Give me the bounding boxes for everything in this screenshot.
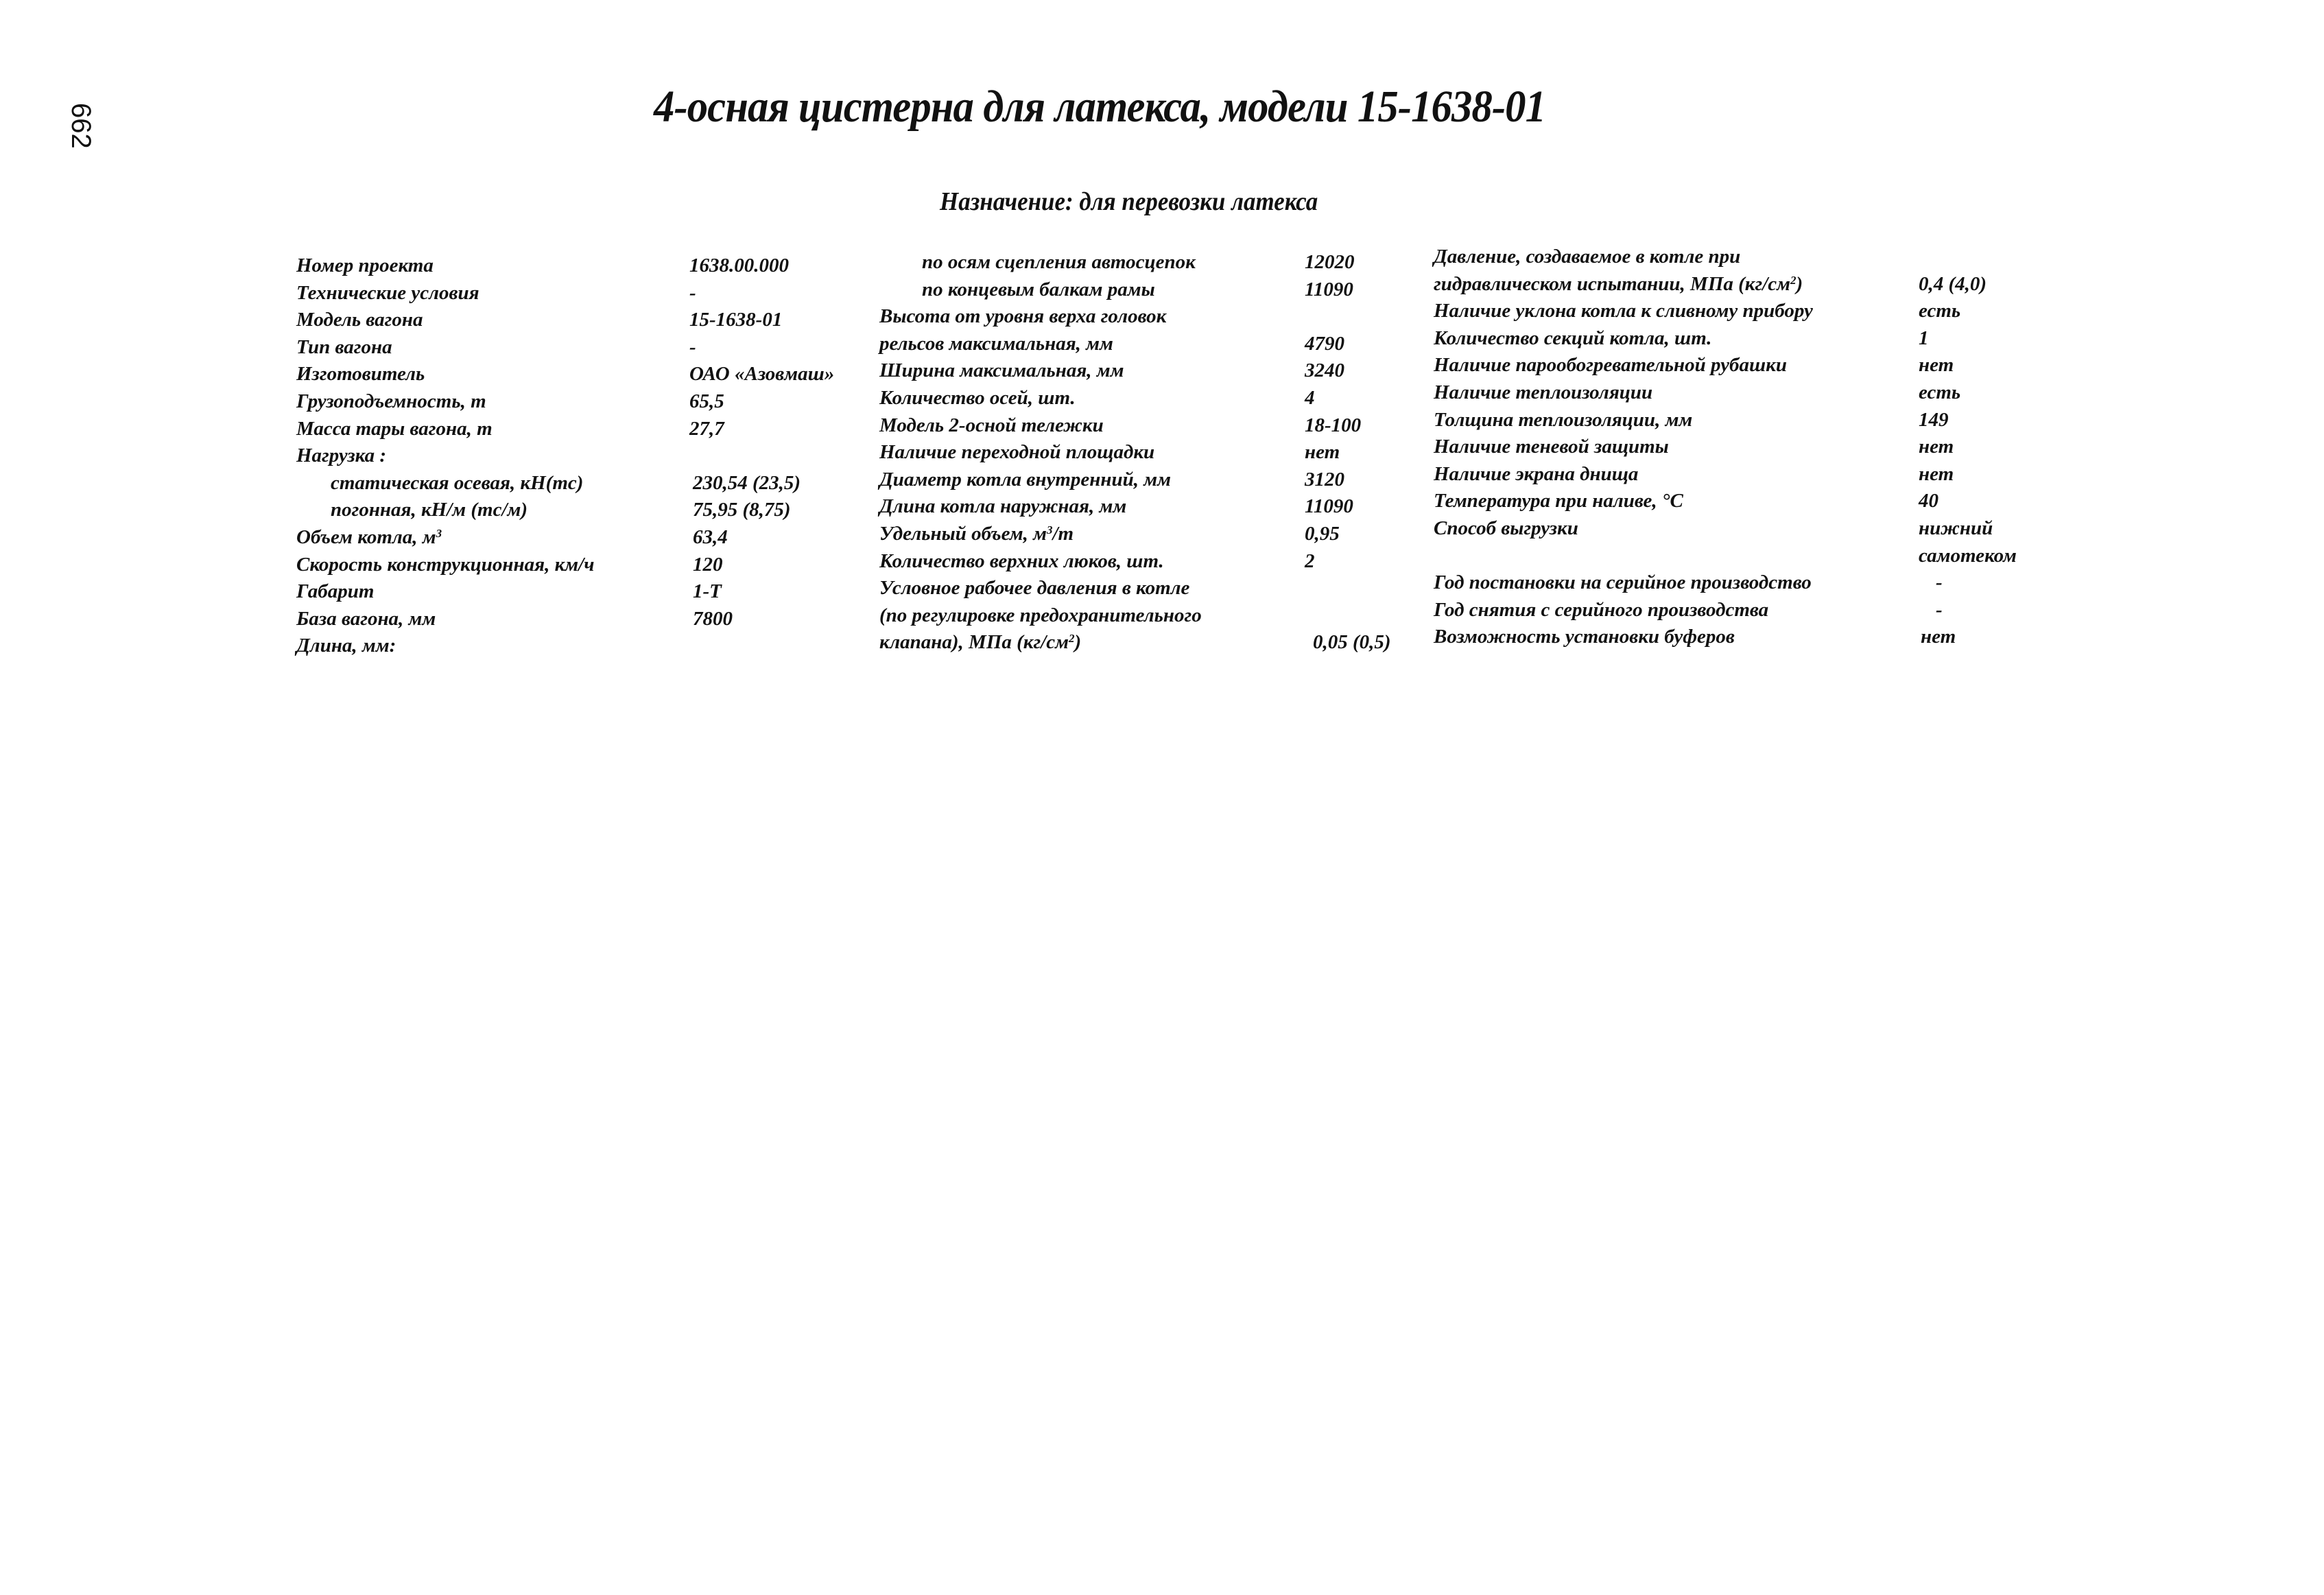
spec-row (1434, 597, 2092, 624)
spec-row (296, 361, 886, 388)
spec-label: База вагона, мм (296, 607, 436, 630)
spec-row (296, 524, 886, 552)
spec-value: 1638.00.000 (689, 255, 789, 276)
spec-row (879, 548, 1428, 576)
spec-label: Удельный объем, $м^3/т$ (879, 522, 1074, 545)
spec-value: нет (1305, 441, 1340, 464)
spec-row (1434, 515, 2092, 543)
spec-value: 40 (1919, 490, 1938, 512)
spec-label: Наличие экрана днища (1434, 462, 1639, 485)
spec-row (879, 331, 1428, 358)
spec-value: 75,95 (8,75) (693, 499, 791, 521)
spec-row (296, 606, 886, 633)
spec-value: 65,5 (689, 390, 724, 412)
spec-label: Год снятия с серийного производства (1434, 598, 1769, 621)
spec-row (296, 334, 886, 362)
spec-value: ОАО «Азовмаш» (689, 363, 835, 386)
spec-row (1434, 379, 2092, 407)
spec-row (296, 280, 886, 307)
spec-label: статическая осевая, кН(тс) (331, 471, 584, 494)
spec-value: 0,95 (1305, 522, 1340, 545)
spec-row (296, 497, 886, 524)
spec-value: 11090 (1305, 495, 1353, 518)
spec-row (879, 629, 1428, 657)
spec-value: 120 (693, 553, 723, 576)
spec-value: 2 (1305, 550, 1315, 572)
specs-middle-column (879, 249, 1428, 657)
spec-row (1434, 244, 2092, 271)
spec-row (1434, 352, 2092, 379)
spec-value: есть (1919, 300, 1961, 322)
spec-value: - (689, 335, 696, 358)
spec-row (296, 633, 886, 660)
spec-row (1434, 298, 2092, 325)
spec-row (1434, 543, 2092, 570)
spec-value: 63,4 (693, 525, 728, 548)
spec-row (296, 388, 886, 416)
spec-value: - (1936, 598, 1943, 621)
spec-label: Грузоподъемность, т (296, 390, 486, 412)
spec-value: нет (1919, 462, 1954, 485)
spec-row (879, 439, 1428, 466)
spec-label: Способ выгрузки (1434, 517, 1578, 539)
spec-value: 11090 (1305, 278, 1353, 300)
spec-row (1434, 407, 2092, 434)
spec-label: Давление, создаваемое в котле при (1434, 246, 1741, 268)
spec-label: Тип вагона (296, 335, 392, 358)
spec-row (296, 307, 886, 334)
spec-row (879, 357, 1428, 385)
spec-label: Наличие парообогревательной рубашки (1434, 354, 1787, 377)
spec-label: по осям сцепления автосцепок (922, 251, 1196, 273)
spec-label: Наличие теневой защиты (1434, 436, 1669, 458)
spec-value: 0,4 (4,0) (1919, 272, 1987, 295)
specs-left-column (296, 252, 886, 660)
spec-value: 27,7 (689, 417, 724, 440)
spec-value: 1-Т (693, 580, 722, 603)
spec-label: клапана), МПа $(кг/см^2)$ (879, 631, 1082, 654)
page-number: 662 (66, 103, 96, 149)
spec-row (296, 578, 886, 606)
spec-row (879, 466, 1428, 494)
spec-label: Количество секций котла, шт. (1434, 327, 1712, 349)
spec-value: нет (1919, 354, 1954, 377)
spec-value: нет (1921, 626, 1956, 648)
specs-right-column (1434, 244, 2092, 651)
spec-label: Диаметр котла внутренний, мм (879, 468, 1171, 491)
spec-row (879, 493, 1428, 521)
spec-value: 230,54 (23,5) (693, 471, 801, 494)
spec-label: Технические условия (296, 281, 479, 304)
spec-row (296, 416, 886, 443)
spec-value: 0,05 (0,5) (1313, 631, 1391, 654)
spec-label: Наличие уклона котла к сливному прибору (1434, 300, 1813, 322)
spec-label: рельсов максимальная, мм (879, 332, 1113, 355)
spec-row (879, 521, 1428, 548)
spec-label: Толщина теплоизоляции, мм (1434, 408, 1693, 431)
spec-label: Условное рабочее давления в котле (879, 577, 1190, 600)
spec-row (1434, 461, 2092, 488)
spec-label: Изготовитель (296, 363, 425, 386)
spec-value: - (1936, 571, 1943, 594)
spec-row (1434, 624, 2092, 651)
spec-row (879, 249, 1428, 276)
spec-value: 3240 (1305, 359, 1344, 382)
spec-value: 4 (1305, 386, 1315, 409)
spec-label: Номер проекта (296, 255, 434, 276)
spec-row (879, 412, 1428, 440)
spec-label: гидравлическом испытании, МПа $(кг/см^2)$ (1434, 272, 1803, 295)
spec-row (1434, 434, 2092, 461)
spec-value: самотеком (1919, 544, 2017, 567)
spec-label: Длина котла наружная, мм (879, 495, 1127, 518)
spec-value: 7800 (693, 607, 733, 630)
spec-value: 3120 (1305, 468, 1344, 491)
spec-label: Скорость конструкционная, км/ч (296, 553, 595, 576)
spec-value: нижний (1919, 517, 1993, 539)
spec-row (296, 470, 886, 497)
spec-row (1434, 271, 2092, 298)
spec-label: Год постановки на серийное производство (1434, 571, 1812, 594)
spec-label: Модель вагона (296, 309, 423, 331)
spec-row (879, 575, 1428, 602)
spec-value: 149 (1919, 408, 1949, 431)
purpose-subtitle: Назначение: для перевозки латекса (940, 187, 1318, 216)
spec-row (296, 552, 886, 579)
spec-label: Нагрузка : (296, 445, 387, 467)
spec-label: Модель 2-осной тележки (879, 414, 1104, 436)
spec-value: 12020 (1305, 251, 1355, 273)
spec-label: погонная, кН/м (тс/м) (331, 499, 528, 521)
spec-row (1434, 569, 2092, 597)
spec-row (1434, 488, 2092, 515)
spec-label: Наличие теплоизоляции (1434, 381, 1653, 403)
spec-label: (по регулировке предохранительного (879, 604, 1202, 626)
spec-value: 4790 (1305, 332, 1344, 355)
spec-row (879, 303, 1428, 331)
spec-label: Габарит (296, 580, 375, 603)
spec-label: Наличие переходной площадки (879, 441, 1155, 464)
spec-label: Ширина максимальная, мм (879, 359, 1124, 382)
spec-label: Температура при наливе, °С (1434, 490, 1683, 512)
spec-label: Объем котла, $м^3$ (296, 525, 442, 548)
spec-label: Количество верхних люков, шт. (879, 550, 1164, 572)
spec-label: Количество осей, шт. (879, 386, 1076, 409)
spec-row (1434, 325, 2092, 353)
spec-label: Масса тары вагона, т (296, 417, 493, 440)
spec-value: 18-100 (1305, 414, 1362, 436)
spec-value: 15-1638-01 (689, 309, 783, 331)
spec-value: 1 (1919, 327, 1929, 349)
spec-row (296, 442, 886, 470)
spec-value: нет (1919, 436, 1954, 458)
spec-row (879, 385, 1428, 412)
spec-label: Высота от уровня верха головок (879, 305, 1167, 328)
page-title: 4-осная цистерна для латекса, модели 15-1638-01 (654, 82, 1546, 132)
spec-label: по концевым балкам рамы (922, 278, 1155, 300)
spec-value: есть (1919, 381, 1961, 403)
spec-row (879, 602, 1428, 630)
spec-row (296, 252, 886, 280)
spec-label: Возможность установки буферов (1434, 626, 1735, 648)
spec-row (879, 276, 1428, 304)
spec-label: Длина, мм: (296, 635, 396, 657)
spec-value: - (689, 281, 696, 304)
